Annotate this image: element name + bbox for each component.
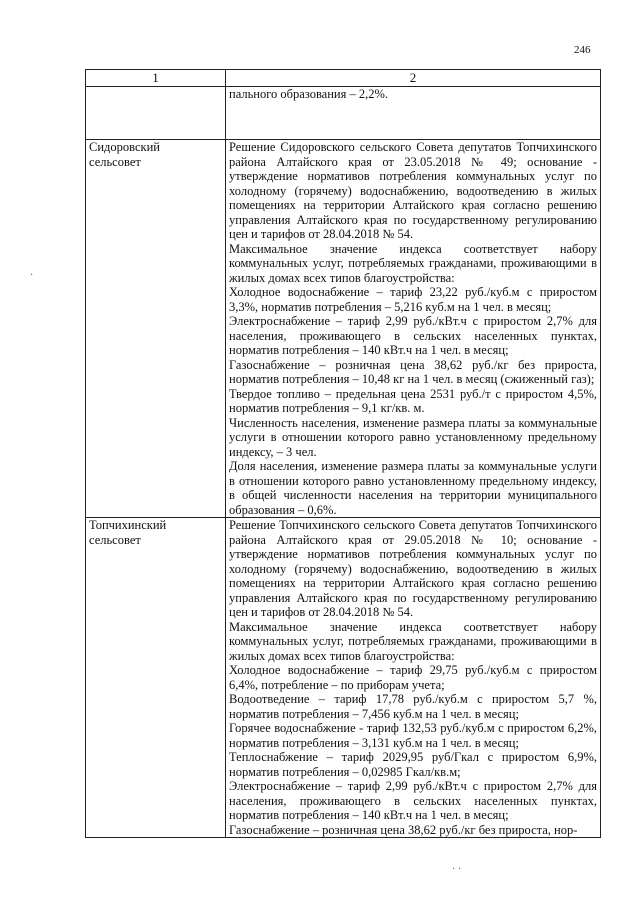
- description-paragraph: Холодное водоснабжение – тариф 23,22 руб./куб.м с приростом 3,3%, норматив потребления – 5,216 куб.м на 1 чел. в месяц;: [229, 285, 597, 314]
- table-header-row: [86, 70, 601, 87]
- description-paragraph: Газоснабжение – розничная цена 38,62 руб./кг без прироста, норматив потребления – 10,48 кг на 1 чел. в месяц (сжиженный газ);: [229, 357, 597, 386]
- description-paragraph: пального образования – 2,2%.: [229, 87, 389, 101]
- description-paragraph: Горячее водоснабжение - тариф 132,53 руб./куб.м с приростом 6,2%, норматив потребления – 3,131 куб.м на 1 чел. в месяц;: [229, 721, 597, 750]
- column-1-header: 1: [86, 70, 226, 87]
- municipality-name-line: сельсовет: [89, 533, 141, 547]
- description-paragraph: Электроснабжение – тариф 2,99 руб./кВт.ч с приростом 2,7% для населения, проживающего в сельских населенных пунктах, норматив потребления – 140 кВт.ч на 1 чел. в месяц;: [229, 314, 597, 357]
- description-paragraph: Максимальное значение индекса соответствует набору коммунальных услуг, потребляемых гражданами, проживающими в жилых домах всех типов благоустройства:: [229, 619, 597, 663]
- page-number: 246: [574, 44, 591, 56]
- municipality-name-cell: [86, 87, 226, 140]
- table-row: [86, 518, 601, 838]
- scan-speck: ·: [30, 270, 34, 281]
- description-paragraph: Холодное водоснабжение – тариф 29,75 руб./куб.м с приростом 6,4%, потребление – по приборам учета;: [229, 663, 597, 692]
- municipality-name-line: Сидоровский: [89, 140, 160, 154]
- description-cell: [226, 87, 601, 140]
- scan-speck: · ·: [452, 864, 462, 875]
- municipality-name-cell: [86, 140, 226, 518]
- column-2-header: 2: [226, 70, 601, 87]
- description-paragraph: Твердое топливо – предельная цена 2531 руб./т с приростом 4,5%, норматив потребления – 9,1 кг/кв. м.: [229, 386, 597, 415]
- description-paragraph: Электроснабжение – тариф 2,99 руб./кВт.ч с приростом 2,7% для населения, проживающего в сельских населенных пунктах, норматив потребления – 140 кВт.ч на 1 чел. в месяц;: [229, 779, 597, 822]
- table-row: [86, 140, 601, 518]
- description-cell: [226, 140, 601, 518]
- description-paragraph: Доля населения, изменение размера платы за коммунальные услуги в отношении которого равно установленному предельному индексу, в общей численности населения на территории муниципального образования – 0,6%.: [229, 459, 597, 517]
- description-paragraph: Решение Сидоровского сельского Совета депутатов Топчихинского района Алтайского края от 23.05.2018 № 49; основание - утверждение нормативов потребления коммунальных услуг по холодному (горячему) водоснабжению, водоотведению в жилых помещениях на территории Алтайского края согласно решению управления Алтайского края по государственному регулированию цен и тарифов от 28.04.2018 № 54.: [229, 140, 597, 241]
- description-paragraph: Водоотведение – тариф 17,78 руб./куб.м с приростом 5,7 %, норматив потребления – 7,456 куб.м на 1 чел. в месяц;: [229, 692, 597, 721]
- description-paragraph: Численность населения, изменение размера платы за коммунальные услуги в отношении которого равно установленному предельному индексу, – 3 чел.: [229, 415, 597, 459]
- description-paragraph: Газоснабжение – розничная цена 38,62 руб./кг без прироста, нор-: [229, 822, 578, 837]
- municipality-name-cell: [86, 518, 226, 838]
- description-paragraph: Решение Топчихинского сельского Совета депутатов Топчихинского района Алтайского края от 29.05.2018 № 10; основание - утверждение нормативов потребления коммунальных услуг по холодному (горячему) водоснабжению, водоотведению в жилых помещениях на территории Алтайского края согласно решению управления Алтайского края по государственному регулированию цен и тарифов от 28.04.2018 № 54.: [229, 518, 597, 619]
- description-paragraph: Теплоснабжение – тариф 2029,95 руб/Гкал с приростом 6,9%, норматив потребления – 0,02985 Гкал/кв.м;: [229, 750, 597, 779]
- municipality-name-line: сельсовет: [89, 155, 141, 169]
- description-paragraph: Максимальное значение индекса соответствует набору коммунальных услуг, потребляемых гражданами, проживающими в жилых домах всех типов благоустройства:: [229, 241, 597, 285]
- description-cell: [226, 518, 601, 838]
- indices-table: [85, 69, 601, 838]
- table-row: [86, 87, 601, 140]
- municipality-name-line: Топчихинский: [89, 518, 167, 532]
